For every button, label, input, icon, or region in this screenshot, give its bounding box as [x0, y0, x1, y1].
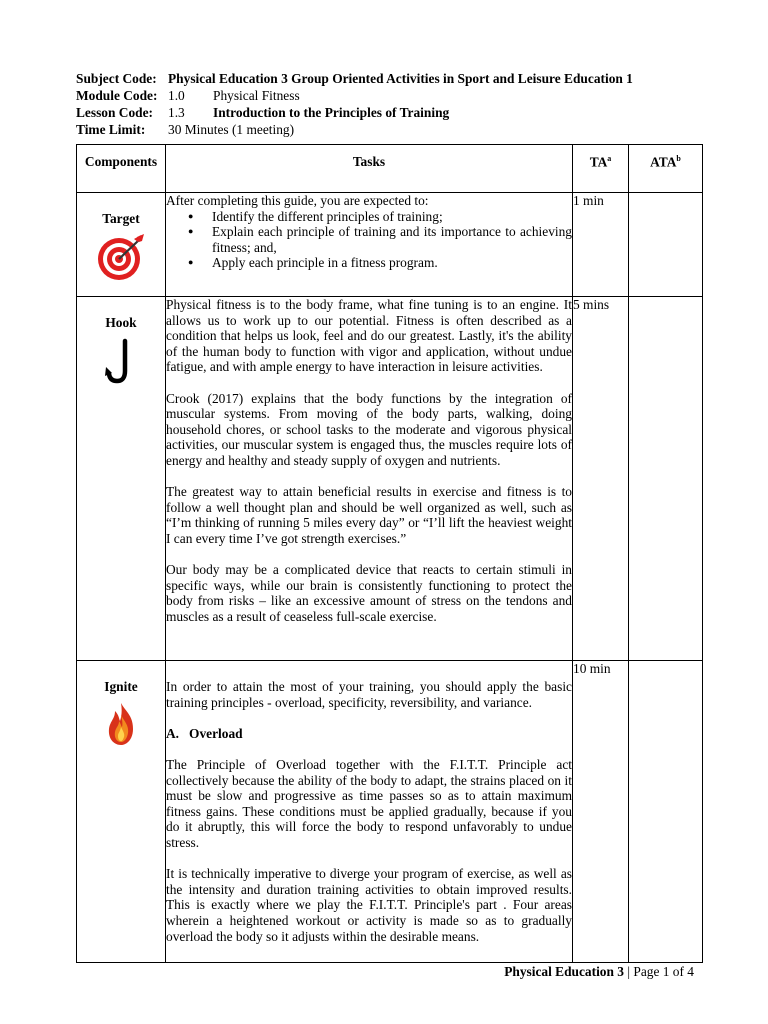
target-task-cell: [166, 193, 573, 297]
components-header: [77, 145, 166, 193]
ignite-ta-value: 10 min: [573, 661, 611, 676]
target-label: Target: [102, 211, 140, 226]
footer-separator: |: [623, 964, 634, 979]
fishhook-icon: [77, 337, 165, 387]
hook-task-cell: [166, 297, 573, 661]
ata-header: [629, 145, 703, 193]
footer-course: Physical Education 3: [504, 964, 624, 979]
lesson-header: [76, 70, 716, 138]
time-limit-row: [76, 121, 716, 138]
time-limit-label: Time Limit:: [76, 122, 146, 137]
ignite-row: [77, 661, 703, 963]
list-item: ● Apply each principle in a fitness program.: [166, 255, 572, 271]
module-code-row: [76, 87, 716, 104]
target-ata-cell: [629, 193, 703, 297]
components-header-text: Components: [84, 154, 158, 169]
table-header-row: [77, 145, 703, 193]
hook-paragraph: Physical fitness is to the body frame, what fine tuning is to an engine. It allows us to work up to our potential. Fitness is often described as a condition that helps us look, feel and do our greatest. Lastly, it's the ability of the human body to function with vigor and application, without undue fatigue, and with ample energy to have interaction in leisure activities.: [166, 297, 572, 375]
list-item: ● Identify the different principles of training;: [166, 209, 572, 225]
target-intro: After completing this guide, you are expected to:: [166, 193, 429, 208]
ata-header-text: ATA: [650, 154, 677, 170]
hook-ta-value: 5 mins: [573, 297, 610, 312]
ignite-paragraph: It is technically imperative to diverge your program of exercise, as well as the intensity and duration training activities to obtain improved results. This is exactly where we play the F.I.T.T. Principle's part . Four areas wherein a heightened workout or activity is made so as to gradually overload the body so it adjusts within the desirable means.: [166, 866, 572, 944]
module-code-value: 1.0: [168, 88, 185, 103]
ta-header-sup: a: [607, 154, 612, 163]
tasks-header-text: Tasks: [352, 154, 386, 169]
hook-label: Hook: [105, 315, 137, 330]
ignite-intro: In order to attain the most of your training, you should apply the basic training principles - overload, specificity, reversibility, and variance.: [166, 679, 572, 710]
list-item: ● Explain each principle of training and its importance to achieving fitness; and,: [166, 224, 572, 255]
ignite-ata-cell: [629, 661, 703, 963]
target-component-cell: [77, 193, 166, 297]
hook-component-cell: [77, 297, 166, 661]
ignite-paragraph: The Principle of Overload together with the F.I.T.T. Principle act collectively because the ability of the body to adapt, the strains placed on it must be slow and progressive as time passes so as to attain maximum fitness gains. These conditions must be applied gradually, because if you do it abruptly, this will force the body to respond unfavorably to undue stress.: [166, 756, 572, 850]
target-objectives-list: [166, 209, 572, 271]
ignite-label: Ignite: [104, 679, 138, 694]
target-ta-value: 1 min: [573, 193, 604, 208]
subject-code-value: Physical Education 3 Group Oriented Activities in Sport and Leisure Education 1: [168, 71, 633, 86]
hook-ta-cell: [573, 297, 629, 661]
hook-ata-cell: [629, 297, 703, 661]
lesson-code-row: [76, 104, 716, 121]
module-code-label: Module Code:: [76, 88, 158, 103]
subject-code-row: [76, 70, 716, 87]
ignite-ta-cell: [573, 661, 629, 963]
target-icon: [77, 233, 165, 281]
flame-icon: [77, 701, 165, 747]
overload-heading: A. Overload: [166, 725, 243, 741]
target-row: [77, 193, 703, 297]
hook-paragraph: Our body may be a complicated device that reacts to certain stimuli in specific ways, while our brain is consistently functioning to protect the body from risks – like an excessive amount of stress on the tendons and muscles as a result of ceaseless full-scale exercise.: [166, 562, 572, 624]
ta-header: [573, 145, 629, 193]
lesson-table: [76, 144, 703, 963]
time-limit-value: 30 Minutes (1 meeting): [168, 122, 295, 137]
ata-header-sup: b: [676, 154, 681, 163]
lesson-code-value: 1.3: [168, 105, 185, 120]
module-name: Physical Fitness: [213, 88, 300, 103]
subject-code-label: Subject Code:: [76, 71, 157, 86]
tasks-header: [166, 145, 573, 193]
target-ta-cell: [573, 193, 629, 297]
hook-row: [77, 297, 703, 661]
ignite-component-cell: [77, 661, 166, 963]
page-footer: [504, 964, 694, 980]
ta-header-text: TA: [589, 154, 608, 170]
footer-page-number: Page 1 of 4: [633, 964, 694, 979]
hook-paragraph: Crook (2017) explains that the body functions by the integration of muscular systems. From moving of the body parts, walking, doing household chores, or school tasks to the moderate and vigorous physical activities, our muscular system is engaged thus, the muscles require lots of energy and healthy and steady supply of oxygen and nutrients.: [166, 390, 572, 468]
ignite-task-cell: [166, 661, 573, 963]
lesson-name: Introduction to the Principles of Training: [213, 105, 450, 120]
hook-paragraph: The greatest way to attain beneficial results in exercise and fitness is to follow a well thought plan and should be well organized as well, such as “I’m thinking of running 5 miles every day” or “I’ll lift the heaviest weight I can every time I’ve got strength exercises.”: [166, 484, 572, 546]
lesson-code-label: Lesson Code:: [76, 105, 154, 120]
